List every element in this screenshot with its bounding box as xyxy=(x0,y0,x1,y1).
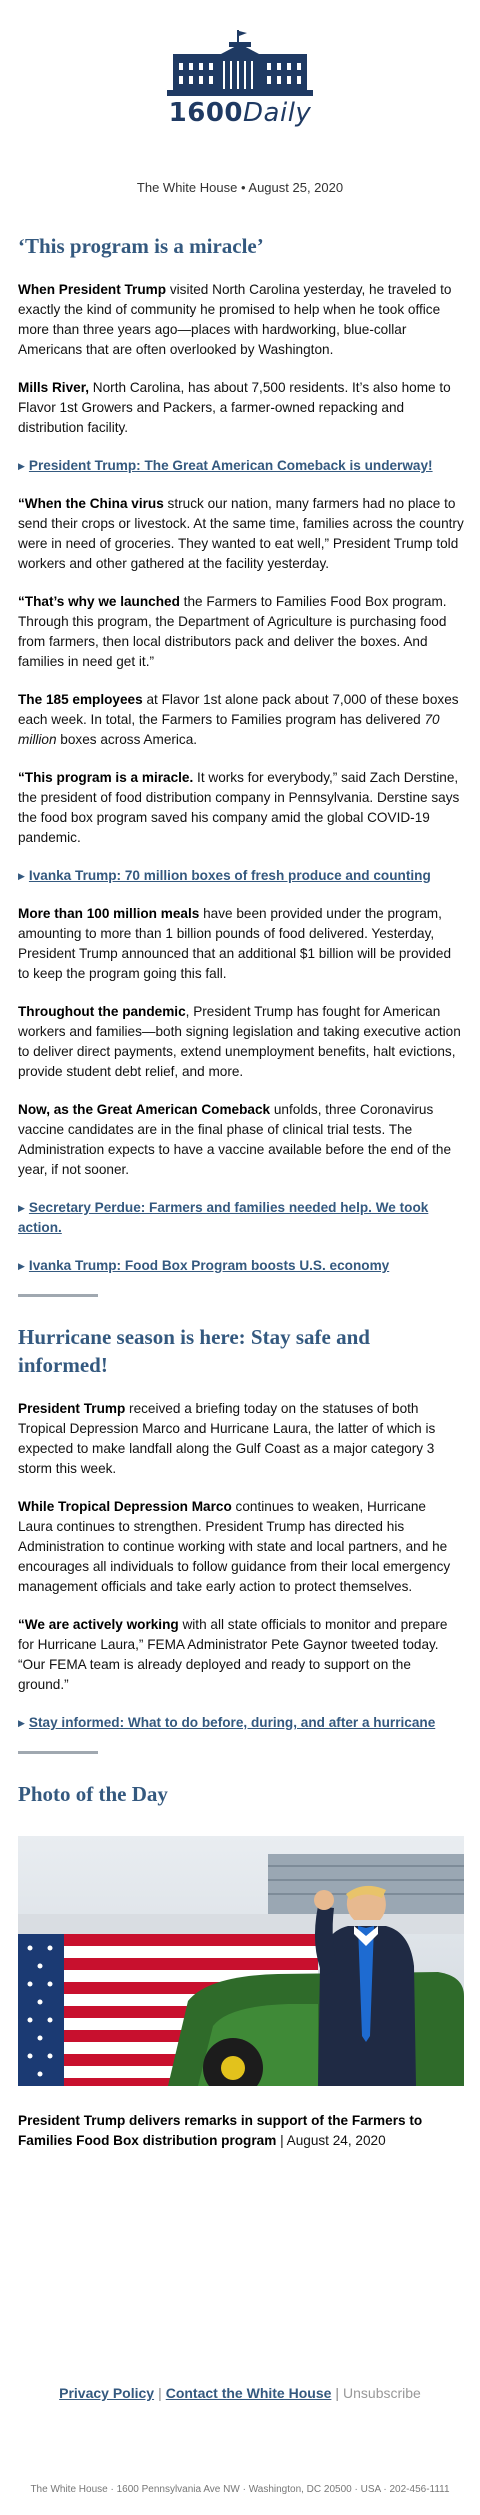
body-text: North Carolina, has about 7,500 residents. It’s also home to Flavor 1st Growers and Packers, a farmer-owned repacking and distribution facility. xyxy=(18,380,451,435)
link-label: Ivanka Trump: Food Box Program boosts U.S. economy xyxy=(28,1258,390,1273)
paragraph xyxy=(18,1497,464,1597)
white-house-icon xyxy=(165,30,315,96)
lead-in: “When the China virus xyxy=(18,496,164,511)
footer-address: The White House · 1600 Pennsylvania Ave NW · Washington, DC 20500 · USA · 202-456-1111 xyxy=(30,2484,450,2495)
caption-title: President Trump delivers remarks in support of the Farmers to Families Food Box distribution program xyxy=(18,2113,423,2148)
lead-in: “This program is a miracle. xyxy=(18,770,194,785)
body-text: , President Trump has fought for American workers and families—both signing legislation and taking executive action to deliver direct payments, extend unemployment benefits, halt evictions, provide student debt relief, and more. xyxy=(18,1004,461,1079)
privacy-policy-link[interactable]: Privacy Policy xyxy=(59,2385,155,2401)
arrow-icon: ▶ xyxy=(18,1261,25,1271)
body-text: received a briefing today on the statuses of both Tropical Depression Marco and Hurricane Laura, the latter of which is expected to make landfall along the Gulf Coast as a major category 3 storm this week. xyxy=(18,1401,436,1476)
footer-separator: | xyxy=(335,2385,340,2401)
section-title-photo: Photo of the Day xyxy=(18,1782,168,1806)
body-text: visited North Carolina yesterday, he traveled to exactly the kind of community he promised to help when he took office more than three years ago—places with hardworking, blue-collar Americans that are often overlooked by Washington. xyxy=(18,282,452,357)
body-text: have been provided under the program, amounting to more than 1 billion pounds of food delivered. Yesterday, President Trump announced that an additional $1 billion will be provided to keep the program going this fall. xyxy=(18,906,452,981)
link-secretary-perdue[interactable] xyxy=(18,1198,464,1238)
paragraph xyxy=(18,592,464,672)
paragraph xyxy=(18,1002,464,1082)
lead-in: While Tropical Depression Marco xyxy=(18,1499,232,1514)
paragraph xyxy=(18,378,464,438)
paragraph xyxy=(18,904,464,984)
lead-in: President Trump xyxy=(18,1401,126,1416)
section-title-miracle: ‘This program is a miracle’ xyxy=(18,234,264,258)
body-text: continues to weaken, Hurricane Laura continues to strengthen. President Trump has directed his Administration to continue working with state and local partners, and he encourages all individuals to follow guidance from their local emergency management officials and take early action to protect themselves. xyxy=(18,1499,451,1594)
link-label: Stay informed: What to do before, during, and after a hurricane xyxy=(28,1715,436,1730)
lead-in: “We are actively working xyxy=(18,1617,179,1632)
link-great-american-comeback[interactable] xyxy=(18,456,464,476)
dateline: The White House • August 25, 2020 xyxy=(136,180,344,195)
link-hurricane-prep[interactable] xyxy=(18,1713,464,1733)
paragraph xyxy=(18,1100,464,1180)
header-logo[interactable] xyxy=(0,30,480,140)
lead-in: Mills River, xyxy=(18,380,90,395)
link-food-box-economy[interactable] xyxy=(18,1256,464,1276)
photo-of-the-day xyxy=(18,1836,464,2086)
lead-in: “That’s why we launched xyxy=(18,594,180,609)
logo-number: 1600 xyxy=(168,98,244,128)
caption-date: | August 24, 2020 xyxy=(276,2133,386,2148)
link-label: President Trump: The Great American Comeback is underway! xyxy=(28,458,433,473)
section-divider xyxy=(18,1294,98,1297)
main-content xyxy=(18,232,464,2169)
body-text: struck our nation, many farmers had no place to send their crops or livestock. At the same time, families across the country were in need of groceries. They wanted to eat well,” President Trump told workers and other gathered at the facility yesterday. xyxy=(18,496,464,571)
lead-in: When President Trump xyxy=(18,282,167,297)
footer-links xyxy=(0,2385,480,2401)
body-text: boxes across America. xyxy=(56,732,198,747)
arrow-icon: ▶ xyxy=(18,461,25,471)
paragraph xyxy=(18,690,464,750)
body-text: the Farmers to Families Food Box program. Through this program, the Department of Agriculture is purchasing food from farmers, then local distributors pack and deliver the boxes. And families in need get it.” xyxy=(18,594,447,669)
logo-word: Daily xyxy=(243,98,312,128)
link-label: Secretary Perdue: Farmers and families needed help. We took action. xyxy=(18,1200,429,1235)
link-label: Ivanka Trump: 70 million boxes of fresh produce and counting xyxy=(28,868,431,883)
paragraph xyxy=(18,1615,464,1695)
arrow-icon: ▶ xyxy=(18,871,25,881)
body-text: It works for everybody,” said Zach Derstine, the president of food distribution company in Pennsylvania. Derstine says the food box program saved his company amid the global COVID-19 pandemic. xyxy=(18,770,460,845)
section-title-hurricane: Hurricane season is here: Stay safe and informed! xyxy=(18,1325,370,1377)
emphasis: 70 million xyxy=(18,712,440,747)
contact-link[interactable]: Contact the White House xyxy=(165,2385,332,2401)
section-divider xyxy=(18,1751,98,1754)
unsubscribe-link[interactable]: Unsubscribe xyxy=(343,2385,421,2401)
body-text: with all state officials to monitor and prepare for Hurricane Laura,” FEMA Administrator Pete Gaynor tweeted today. “Our FEMA team is already deployed and ready to support on the ground.” xyxy=(18,1617,448,1692)
logo-text xyxy=(0,98,480,128)
paragraph xyxy=(18,1399,464,1479)
photo-caption xyxy=(18,2111,464,2151)
body-text: unfolds, three Coronavirus vaccine candidates are in the final phase of clinical trial tests. The Administration expects to have a vaccine available before the end of the year, if not sooner. xyxy=(18,1102,452,1177)
lead-in: The 185 employees xyxy=(18,692,143,707)
lead-in: Now, as the Great American Comeback xyxy=(18,1102,271,1117)
arrow-icon: ▶ xyxy=(18,1718,25,1728)
lead-in: More than 100 million meals xyxy=(18,906,200,921)
lead-in: Throughout the pandemic xyxy=(18,1004,186,1019)
body-text: at Flavor 1st alone pack about 7,000 of these boxes each week. In total, the Farmers to Families program has delivered xyxy=(18,692,459,727)
link-70-million-boxes[interactable] xyxy=(18,866,464,886)
arrow-icon: ▶ xyxy=(18,1203,25,1213)
footer-separator: | xyxy=(158,2385,162,2401)
paragraph xyxy=(18,768,464,848)
paragraph xyxy=(18,494,464,574)
paragraph xyxy=(18,280,464,360)
